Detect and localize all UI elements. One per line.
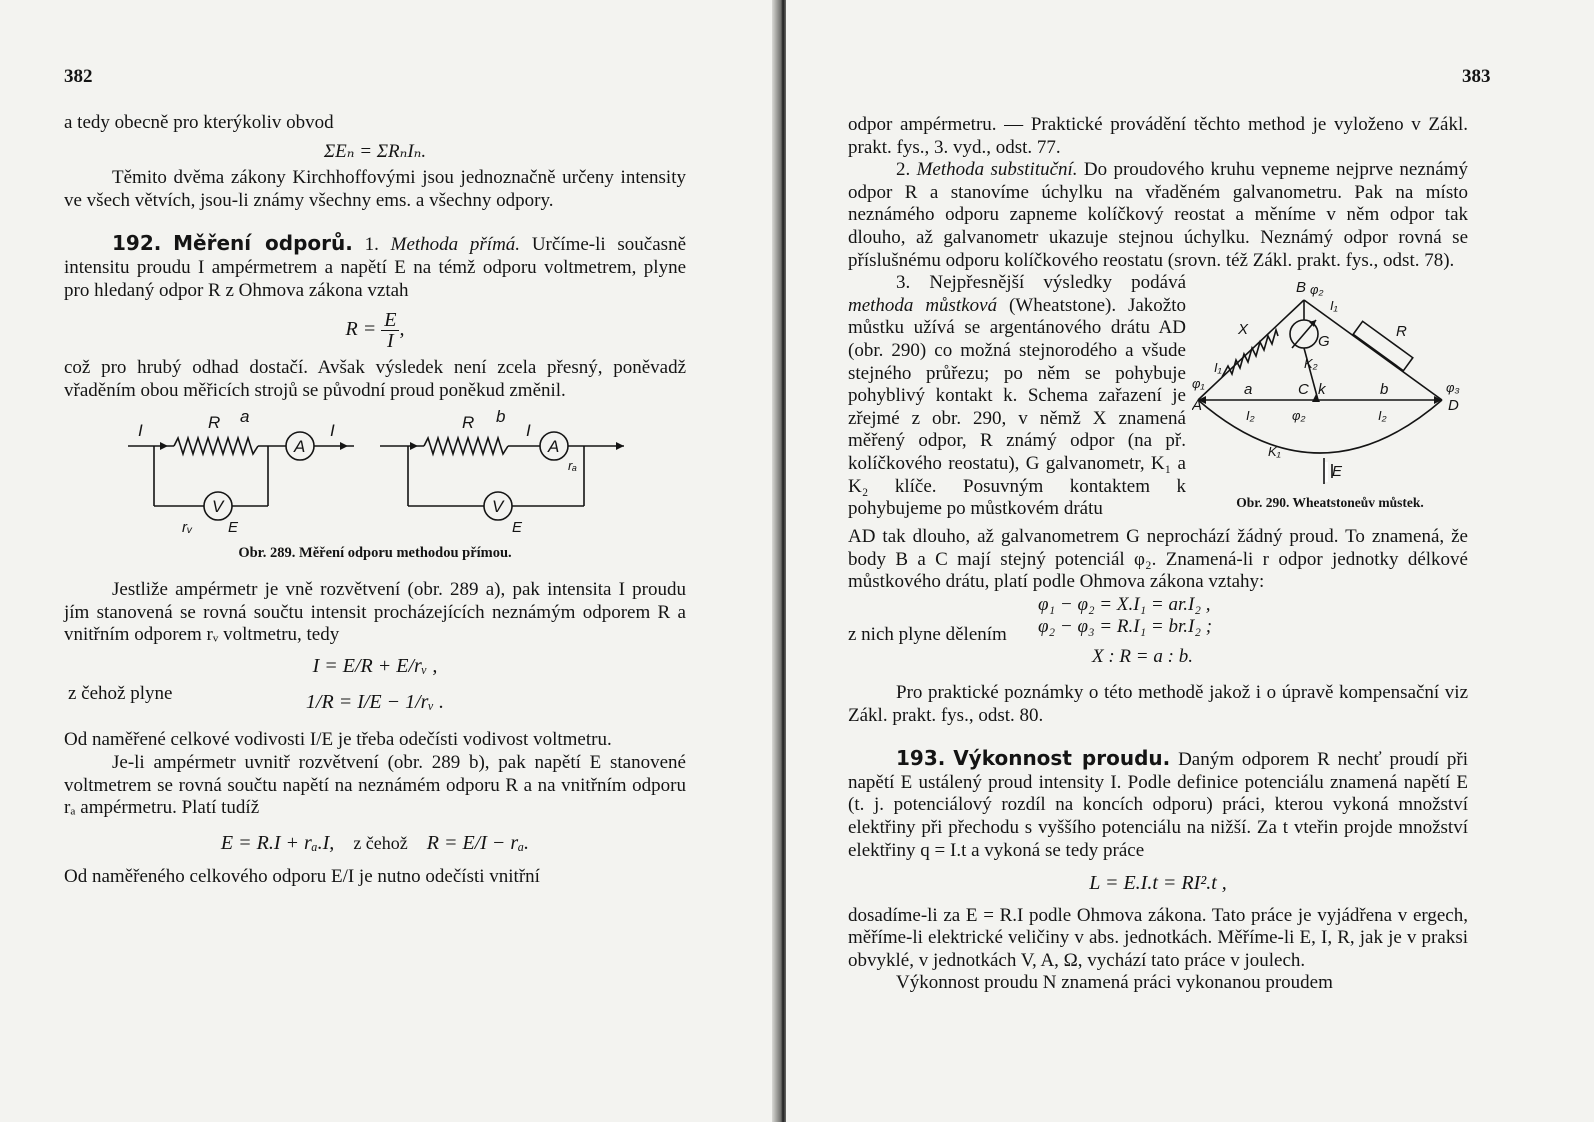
figure-290-caption: Obr. 290. Wheatstoneův můstek. <box>1236 495 1424 511</box>
fig290-phi2-top: φ₂ <box>1310 282 1324 298</box>
fig290-K2: K₂ <box>1304 356 1318 372</box>
method-3-text: 3. Nejpřesnější výsledky podává methoda můstková (Wheatstone). Jakožto můstku užívá se argentánového drátu AD (obr. 290) co možná stejnorodého a všude stejného průřezu; po něm se pohybuje pohyblivý kontakt k. Schema zařazení je zřejmé z obr. 290, v němž X znamená měřený odpor, R známý odpor (na př. kolíčkového reostatu), G galvanometr, K₁ a K₂ klíče. Posuvným kontaktem k pohybujeme po můstkovém drátu <box>848 272 1187 520</box>
fig289-b-current: I <box>526 421 531 441</box>
method-number: 1. <box>364 234 379 256</box>
section-193: 193. Výkonnost proudu. Daným odporem R nechť proudí při napětí E ustálený proud intensity I. Podle definice potenciálu znamená napětí E (t. j. potenciálový rozdíl na koncích odporu) práci, kterou vykoná množství elektřiny při přechodu s vyššího potenciálu na nižší. Za t vteřin projde množství elektřiny q = I.t a vykoná se tedy práce <box>848 746 1469 861</box>
fig290-phi2-mid: φ₂ <box>1292 408 1306 424</box>
fig290-phi1: φ₁ <box>1192 376 1205 392</box>
paragraph: odpor ampérmetru. — Praktické provádění těchto method je vyloženo v Zákl. prakt. fys., 3. vyd., odst. 77. <box>848 114 1468 158</box>
ohm-equation: R = $\frac{E}{I}$ , <box>345 309 405 353</box>
page-number: 383 <box>1462 66 1491 87</box>
method-name: Methoda přímá. <box>390 234 521 256</box>
fig290-X: X <box>1238 321 1249 339</box>
deleni-label: z nich plyne dělením <box>848 623 1007 645</box>
equation-inverse: 1/R = I/E − 1/rᵥ . <box>305 691 445 714</box>
fig290-B: B <box>1296 279 1307 297</box>
fig290-a: a <box>1244 381 1253 399</box>
fig290-A: A <box>1192 397 1203 415</box>
section-title: Měření odporů. <box>173 231 353 256</box>
method-3-block <box>848 272 1468 526</box>
paragraph: Je-li ampérmetr uvnitř rozvětvení (obr. 289 b), pak napětí E stanovené voltmetrem se rovná součtu napětí na neznámém odporu R a na vnitřním odporu rₐ ampérmetru. Platí tudíž <box>64 751 686 819</box>
figure-289 <box>64 408 686 546</box>
fig289-b-variant: b <box>496 408 506 427</box>
fig290-G: G <box>1318 333 1330 351</box>
section-192 <box>64 232 686 302</box>
intro-line: a tedy obecně pro kterýkoliv obvod <box>64 112 334 133</box>
fig290-I2-left: I₂ <box>1246 408 1255 424</box>
fig290-I2-right: I₂ <box>1378 408 1387 424</box>
fig289-a-voltmeter: V <box>212 497 224 517</box>
fig289-b-ammeter: A <box>548 437 560 457</box>
paragraph: Pro praktické poznámky o této methodě jakož i o úpravě kompensační viz Zákl. prakt. fys., odst. 80. <box>848 681 1468 726</box>
method-2: 2. Methoda substituční. Do proudového kruhu vepneme nejprve neznámý odpor R a stanovíme úchylku na vřaděném galvanometru. Pak na místo neznámého odporu zapneme kolíčkový reostat a měníme v něm odpor tak dlouho, až galvanometr ukazuje stejnou úchylku. Neznámý odpor rovná se příslušnému odporu kolíčkového reostatu (srovn. též Zákl. prakt. fys., odst. 78). <box>848 159 1469 271</box>
equation-phi2: φ₂ − φ₃ = R.I₁ = br.I₂ ; <box>1038 615 1213 637</box>
fig290-phi3: φ₃ <box>1446 380 1460 396</box>
equation-phi1: φ₁ − φ₂ = X.I₁ = ar.I₂ , <box>1038 593 1211 615</box>
fig290-K1: K₁ <box>1268 444 1281 460</box>
section-number: 193. <box>896 746 946 771</box>
fig290-k: k <box>1318 381 1326 399</box>
fig289-a-variant: a <box>240 408 250 427</box>
fig289-a-rv: rᵥ <box>182 519 193 537</box>
fig290-E: E <box>1332 463 1343 481</box>
equation-ratio: X : R = a : b. <box>1092 645 1193 667</box>
fig290-I1-left: I₁ <box>1214 360 1222 376</box>
paragraph: AD tak dlouho, až galvanometrem G neprochází žádný proud. To znamená, že body B a C mají stejný potenciál φ₂. Znamená-li r odpor jednotky délkové můstkového drátu, platí podle Ohmova zákona vztahy: <box>848 526 1468 593</box>
fig289-a-ammeter: A <box>294 437 306 457</box>
fig290-C: C <box>1298 381 1309 399</box>
section-title: Výkonnost proudu. <box>953 746 1171 771</box>
paragraph: Od naměřeného celkového odporu E/I je nutno odečísti vnitřní <box>64 866 540 888</box>
left-column <box>64 112 686 889</box>
right-page <box>786 0 1594 1122</box>
fig289-b-resistor: R <box>462 413 475 433</box>
paragraph: Výkonnost proudu N znamená práci vykonanou proudem <box>896 972 1333 994</box>
right-column <box>848 114 1468 995</box>
equation-I: I = E/R + E/rᵥ , <box>312 654 438 677</box>
fig289-b-e: E <box>512 519 523 537</box>
paragraph: což pro hrubý odhad dostačí. Avšak výsledek není zcela přesný, poněvadž vřaděním obou měřicích strojů se původní proud poněkud změnil. <box>64 357 686 401</box>
figure-290 <box>1192 276 1468 494</box>
page-number: 382 <box>64 66 93 87</box>
fig290-b: b <box>1380 381 1389 399</box>
section-number: 192. <box>112 231 162 256</box>
fig289-b-voltmeter: V <box>492 497 504 517</box>
kirchhoff-equation: ΣEₙ = ΣRₙIₙ. <box>323 140 427 162</box>
method-text: Určíme-li současně intensitu proudu I ampérmetrem a napětí E na témž odporu voltmetrem, plyne pro hledaný odpor R z Ohmova zákona vztah <box>64 234 687 301</box>
fig289-a-e: E <box>228 519 239 537</box>
equation-L: L = E.I.t = RI².t , <box>1089 872 1227 895</box>
fig289-b-ra: rₐ <box>568 458 577 474</box>
fig289-a-resistor: R <box>208 413 221 433</box>
paragraph: Těmito dvěma zákony Kirchhoffovými jsou jednoznačně určeny intensity ve všech větvích, jsou-li známy všechny ems. a všechny odpory. <box>64 167 686 211</box>
paragraph: dosadíme-li za E = R.I podle Ohmova zákona. Tato práce je vyjádřena v ergech, měříme-li elektrické veličiny v abs. jednotkách. Měříme-li E, I, R, jak je v praksi obvyklé, v jednotkách V, A, Ω, vychází tato práce v joulech. <box>848 904 1468 971</box>
equation-row <box>64 677 686 729</box>
fig290-I1-top: I₁ <box>1330 298 1338 314</box>
fraction: $\frac{E}{I}$ <box>381 310 399 351</box>
fig289-a-current-in: I <box>138 421 143 441</box>
fig289-a-current-out: I <box>330 421 335 441</box>
left-page <box>0 0 778 1122</box>
equations-phi <box>848 594 1468 670</box>
fig290-R: R <box>1396 323 1407 341</box>
paragraph: Od naměřené celkové vodivosti I/E je třeba odečísti vodivost voltmetru. <box>64 729 612 751</box>
fig290-D: D <box>1448 397 1459 415</box>
equation-E: E = R.I + rₐ.I, z čehož R = E/I − rₐ. <box>220 831 530 854</box>
figure-289-caption: Obr. 289. Měření odporu methodou přímou. <box>238 545 512 562</box>
paragraph: Jestliže ampérmetr je vně rozvětvení (obr. 289 a), pak intensita I proudu jím stanovená se rovná součtu intensit procházejících neznámým odporem R a vnitřním odporem rᵥ voltmetru, tedy <box>64 578 686 646</box>
plyne-label: z čehož plyne <box>68 683 173 705</box>
